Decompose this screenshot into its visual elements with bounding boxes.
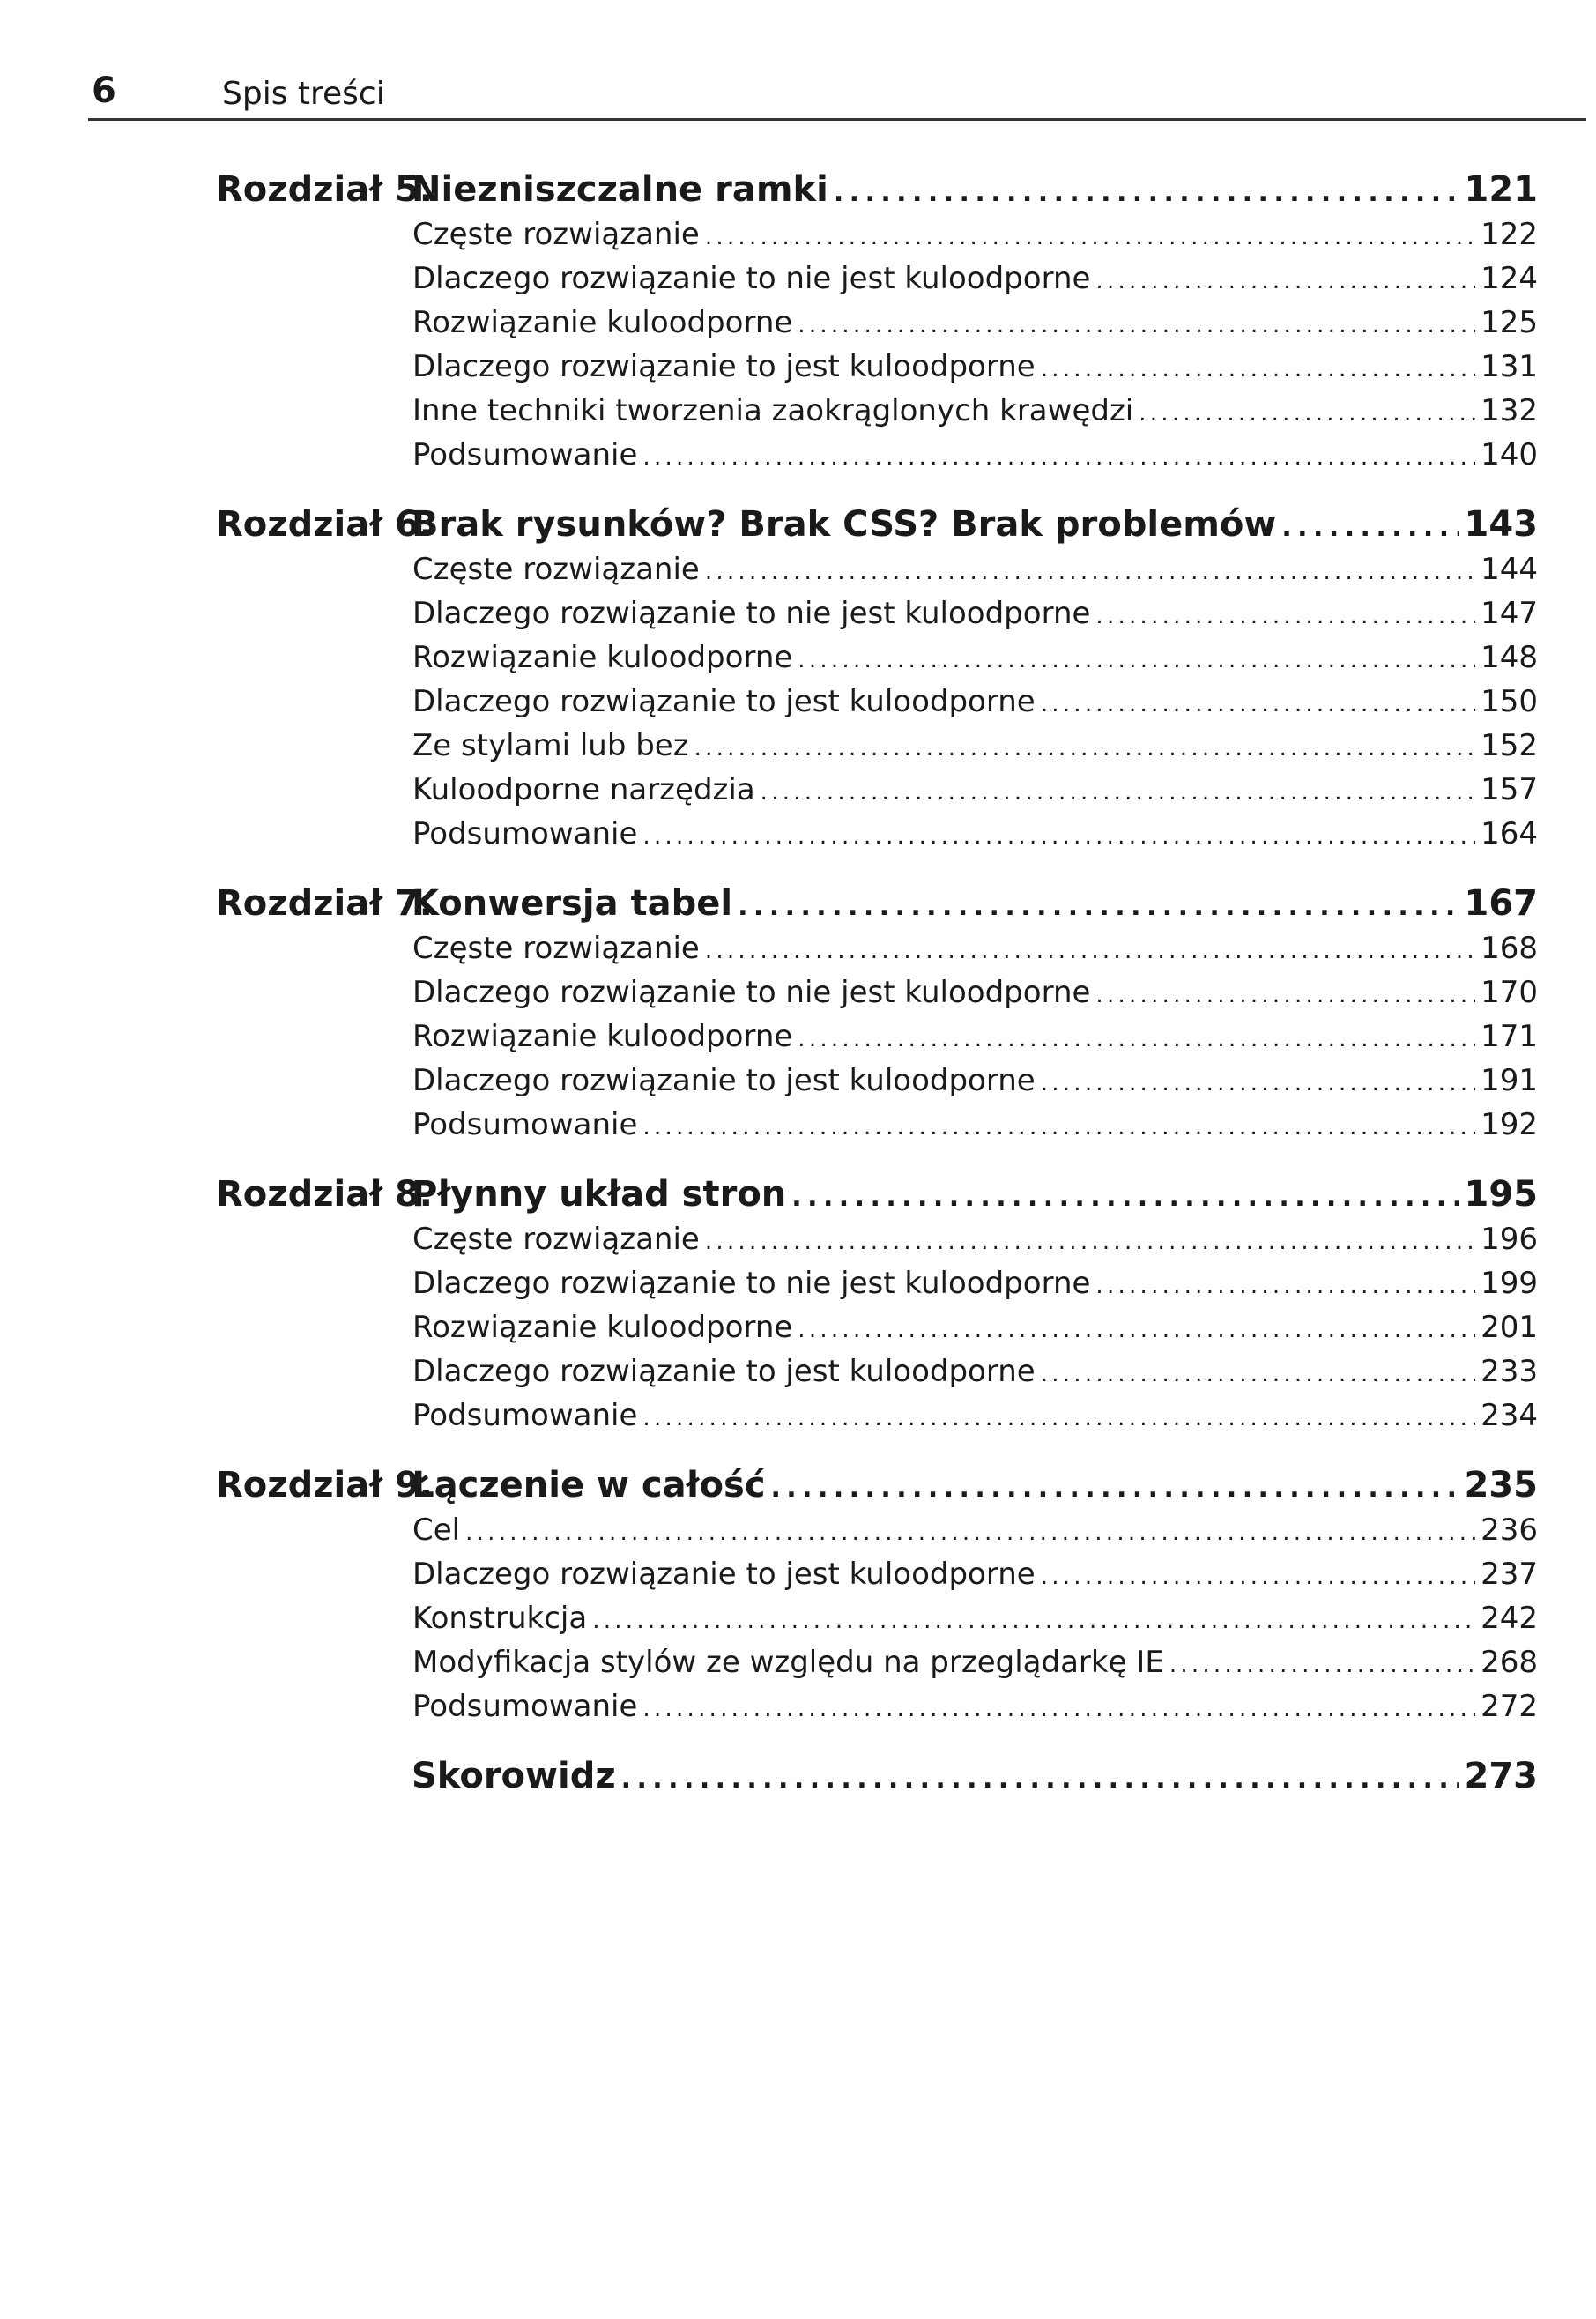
section-title: Cel: [412, 1513, 461, 1548]
running-title: Spis treści: [222, 76, 385, 112]
chapter-title: Płynny układ stron: [412, 1174, 787, 1215]
section-page-number: 122: [1481, 217, 1538, 252]
dot-leader: [1095, 982, 1475, 1008]
section-title: Częste rozwiązanie: [412, 1222, 700, 1257]
page-header: [88, 69, 1596, 122]
chapter-heading-row[interactable]: [216, 504, 1538, 552]
section-title: Dlaczego rozwiązanie to jest kuloodporne: [412, 1354, 1036, 1389]
chapter-list: [0, 169, 1596, 1733]
dot-leader: [1095, 268, 1475, 294]
section-title: Rozwiązanie kuloodporne: [412, 1019, 793, 1054]
section-list: [0, 1222, 1596, 1442]
section-page-number: 131: [1481, 349, 1538, 384]
section-title: Inne techniki tworzenia zaokrąglonych krawędzi: [412, 393, 1134, 428]
section-row[interactable]: [412, 1354, 1538, 1398]
section-row[interactable]: [412, 305, 1538, 349]
page-number: 6: [92, 71, 116, 111]
section-page-number: 124: [1481, 261, 1538, 296]
section-title: Podsumowanie: [412, 1398, 638, 1433]
dot-leader: [798, 1026, 1475, 1052]
section-page-number: 237: [1481, 1557, 1538, 1592]
toc-chapter: [0, 169, 1596, 481]
section-title: Częste rozwiązanie: [412, 552, 700, 587]
index-entry-row[interactable]: [412, 1756, 1538, 1803]
dot-leader: [1281, 512, 1459, 543]
dot-leader: [1169, 1652, 1475, 1678]
section-row[interactable]: [412, 1310, 1538, 1354]
header-rule: [88, 118, 1586, 121]
dot-leader: [1041, 356, 1475, 383]
chapter-page-number: 195: [1464, 1174, 1538, 1215]
section-page-number: 234: [1481, 1398, 1538, 1433]
section-title: Częste rozwiązanie: [412, 217, 700, 252]
section-page-number: 233: [1481, 1354, 1538, 1389]
section-page-number: 242: [1481, 1601, 1538, 1636]
section-row[interactable]: [412, 1266, 1538, 1310]
dot-leader: [834, 177, 1459, 208]
section-page-number: 272: [1481, 1689, 1538, 1724]
section-page-number: 236: [1481, 1513, 1538, 1548]
section-page-number: 147: [1481, 596, 1538, 631]
section-page-number: 152: [1481, 728, 1538, 763]
toc-chapter: [0, 1174, 1596, 1442]
dot-leader: [1041, 1070, 1475, 1096]
dot-leader: [642, 1696, 1475, 1722]
section-title: Kuloodporne narzędzia: [412, 772, 755, 807]
section-page-number: 144: [1481, 552, 1538, 587]
chapter-page-number: 235: [1464, 1465, 1538, 1505]
section-page-number: 132: [1481, 393, 1538, 428]
dot-leader: [761, 779, 1475, 806]
dot-leader: [592, 1608, 1475, 1634]
chapter-title: Łączenie w całość: [412, 1465, 766, 1505]
dot-leader: [705, 224, 1475, 250]
dot-leader: [694, 735, 1476, 762]
dot-leader: [705, 938, 1475, 964]
section-row[interactable]: [412, 1063, 1538, 1107]
chapter-heading-row[interactable]: [216, 883, 1538, 931]
section-row[interactable]: [412, 1513, 1538, 1557]
dot-leader: [642, 823, 1475, 850]
section-title: Dlaczego rozwiązanie to nie jest kuloodporne: [412, 1266, 1091, 1301]
section-page-number: 201: [1481, 1310, 1538, 1345]
dot-leader: [705, 1229, 1475, 1255]
chapter-title: Niezniszczalne ramki: [412, 169, 828, 210]
dot-leader: [642, 1114, 1475, 1141]
chapter-label: Rozdział 9.: [216, 1465, 433, 1505]
dot-leader: [770, 1473, 1459, 1504]
dot-leader: [642, 444, 1475, 471]
dot-leader: [1041, 691, 1475, 717]
dot-leader: [465, 1520, 1475, 1546]
section-page-number: 150: [1481, 684, 1538, 719]
section-row[interactable]: [412, 975, 1538, 1019]
toc-chapter: [0, 504, 1596, 860]
section-title: Rozwiązanie kuloodporne: [412, 305, 793, 340]
section-title: Rozwiązanie kuloodporne: [412, 1310, 793, 1345]
dot-leader: [642, 1405, 1475, 1431]
chapter-page-number: 143: [1464, 504, 1538, 545]
chapter-title: Konwersja tabel: [412, 883, 733, 924]
section-page-number: 170: [1481, 975, 1538, 1010]
section-row[interactable]: [412, 1557, 1538, 1601]
section-row[interactable]: [412, 1107, 1538, 1151]
section-row[interactable]: [412, 217, 1538, 261]
dot-leader: [1095, 603, 1475, 629]
section-title: Ze stylami lub bez: [412, 728, 689, 763]
dot-leader: [1139, 400, 1475, 427]
section-row[interactable]: [412, 772, 1538, 816]
toc-chapter: [0, 1465, 1596, 1733]
section-list: [0, 1513, 1596, 1733]
section-page-number: 164: [1481, 816, 1538, 851]
dot-leader: [798, 1317, 1475, 1343]
section-page-number: 148: [1481, 640, 1538, 675]
section-row[interactable]: [412, 1398, 1538, 1442]
chapter-heading-row[interactable]: [216, 169, 1538, 217]
section-page-number: 199: [1481, 1266, 1538, 1301]
chapter-label: Rozdział 5.: [216, 169, 433, 210]
section-title: Podsumowanie: [412, 816, 638, 851]
section-row[interactable]: [412, 261, 1538, 305]
dot-leader: [621, 1764, 1459, 1795]
section-row[interactable]: [412, 349, 1538, 393]
dot-leader: [798, 647, 1475, 673]
section-row[interactable]: [412, 1645, 1538, 1689]
chapter-label: Rozdział 8.: [216, 1174, 433, 1215]
section-title: Podsumowanie: [412, 437, 638, 472]
dot-leader: [738, 891, 1459, 922]
index-entry-page-number: 273: [1464, 1756, 1538, 1796]
section-page-number: 196: [1481, 1222, 1538, 1257]
section-title: Dlaczego rozwiązanie to nie jest kuloodporne: [412, 596, 1091, 631]
section-page-number: 191: [1481, 1063, 1538, 1098]
section-title: Rozwiązanie kuloodporne: [412, 640, 793, 675]
chapter-title: Brak rysunków? Brak CSS? Brak problemów: [412, 504, 1277, 545]
chapter-heading-row[interactable]: [216, 1465, 1538, 1513]
section-row[interactable]: [412, 816, 1538, 860]
section-page-number: 192: [1481, 1107, 1538, 1142]
section-row[interactable]: [412, 931, 1538, 975]
section-row[interactable]: [412, 1601, 1538, 1645]
section-row[interactable]: [412, 728, 1538, 772]
dot-leader: [705, 559, 1475, 585]
chapter-label: Rozdział 7.: [216, 883, 433, 924]
dot-leader: [798, 312, 1475, 338]
section-row[interactable]: [412, 684, 1538, 728]
section-row[interactable]: [412, 393, 1538, 437]
dot-leader: [791, 1182, 1459, 1213]
section-row[interactable]: [412, 1222, 1538, 1266]
section-title: Częste rozwiązanie: [412, 931, 700, 966]
chapter-heading-row[interactable]: [216, 1174, 1538, 1222]
section-title: Dlaczego rozwiązanie to jest kuloodporne: [412, 1557, 1036, 1592]
section-title: Konstrukcja: [412, 1601, 588, 1636]
section-row[interactable]: [412, 1689, 1538, 1733]
section-page-number: 125: [1481, 305, 1538, 340]
section-row[interactable]: [412, 437, 1538, 481]
section-title: Dlaczego rozwiązanie to nie jest kuloodporne: [412, 261, 1091, 296]
section-page-number: 268: [1481, 1645, 1538, 1680]
section-title: Dlaczego rozwiązanie to jest kuloodporne: [412, 349, 1036, 384]
section-row[interactable]: [412, 640, 1538, 684]
section-title: Dlaczego rozwiązanie to jest kuloodporne: [412, 684, 1036, 719]
section-row[interactable]: [412, 596, 1538, 640]
section-title: Modyfikacja stylów ze względu na przeglądarkę IE: [412, 1645, 1164, 1680]
section-list: [0, 217, 1596, 481]
dot-leader: [1041, 1361, 1475, 1387]
section-page-number: 157: [1481, 772, 1538, 807]
section-row[interactable]: [412, 552, 1538, 596]
section-title: Dlaczego rozwiązanie to jest kuloodporne: [412, 1063, 1036, 1098]
section-list: [0, 552, 1596, 860]
section-page-number: 168: [1481, 931, 1538, 966]
dot-leader: [1095, 1273, 1475, 1299]
section-title: Dlaczego rozwiązanie to nie jest kuloodporne: [412, 975, 1091, 1010]
chapter-page-number: 167: [1464, 883, 1538, 924]
section-page-number: 171: [1481, 1019, 1538, 1054]
index-entry-title: Skorowidz: [412, 1756, 616, 1796]
section-title: Podsumowanie: [412, 1689, 638, 1724]
chapter-page-number: 121: [1464, 169, 1538, 210]
table-of-contents: [0, 169, 1596, 1803]
dot-leader: [1041, 1564, 1475, 1590]
section-page-number: 140: [1481, 437, 1538, 472]
section-title: Podsumowanie: [412, 1107, 638, 1142]
section-row[interactable]: [412, 1019, 1538, 1063]
chapter-label: Rozdział 6.: [216, 504, 433, 545]
section-list: [0, 931, 1596, 1151]
toc-chapter: [0, 883, 1596, 1151]
